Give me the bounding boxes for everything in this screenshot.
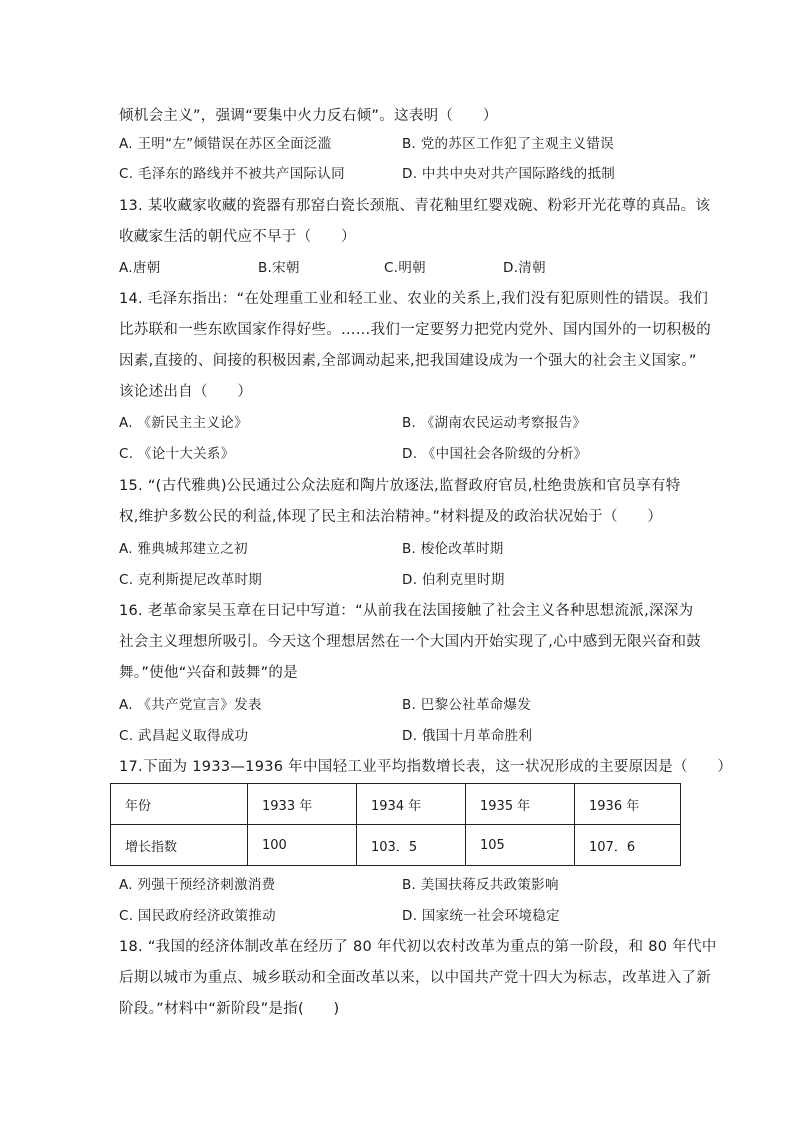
q16-option-b: B. 巴黎公社革命爆发: [402, 697, 532, 713]
q13-option-c: C.明朝: [384, 260, 426, 276]
q16-stem-line3: 舞。”使他“兴奋和鼓舞”的是: [119, 665, 298, 681]
q14-stem-line4: 该论述出自（ ）: [119, 384, 253, 400]
q15-stem-line1: 15. “(古代雅典)公民通过公众法庭和陶片放逐法,监督政府官员,杜绝贵族和官员享有特: [119, 478, 681, 494]
q16-option-d: D. 俄国十月革命胜利: [402, 728, 533, 744]
q17-option-c: C. 国民政府经济政策推动: [119, 908, 276, 924]
q17-option-d: D. 国家统一社会环境稳定: [402, 908, 560, 924]
q12-option-a: A. 王明“左”倾错误在苏区全面泛滥: [119, 136, 332, 152]
table-cell: 1935 年: [466, 784, 575, 825]
index-table: [110, 783, 681, 866]
q13-option-b: B.宋朝: [258, 260, 300, 276]
table-cell: 增长指数: [111, 825, 248, 866]
table-header-row: [111, 784, 681, 825]
q16-stem-line1: 16. 老革命家吴玉章在日记中写道：“从前我在法国接触了社会主义各种思想流派,深深为: [119, 603, 694, 619]
table-cell: 100: [248, 825, 357, 866]
q18-stem-line1: 18. “我国的经济体制改革在经历了 80 年代初以农村改革为重点的第一阶段，和 80 年代中: [119, 939, 717, 955]
q15-option-d: D. 伯利克里时期: [402, 572, 505, 588]
q13-stem-line2: 收藏家生活的朝代应不早于（ ）: [119, 229, 356, 245]
q14-option-a: A. 《新民主主义论》: [119, 415, 248, 431]
q14-option-b: B. 《湖南农民运动考察报告》: [402, 415, 587, 431]
table-row: [111, 825, 681, 866]
table-cell: 1933 年: [248, 784, 357, 825]
q14-stem-line1: 14. 毛泽东指出：“在处理重工业和轻工业、农业的关系上,我们没有犯原则性的错误。我们: [119, 291, 709, 307]
q18-stem-line2: 后期以城市为重点、城乡联动和全面改革以来，以中国共产党十四大为标志，改革进入了新: [119, 970, 711, 986]
q16-option-c: C. 武昌起义取得成功: [119, 728, 249, 744]
q17-option-a: A. 列强干预经济刺激消费: [119, 877, 276, 893]
q14-option-d: D. 《中国社会各阶级的分析》: [402, 446, 588, 462]
q15-option-a: A. 雅典城邦建立之初: [119, 541, 248, 557]
q14-stem-line2: 比苏联和一些东欧国家作得好些。……我们一定要努力把党内党外、国内国外的一切积极的: [119, 322, 711, 338]
table-cell: 107．6: [575, 825, 681, 866]
q12-stem-tail: 倾机会主义”，强调“要集中火力反右倾”。这表明（ ）: [119, 108, 498, 124]
q13-stem-line1: 13. 某收藏家收藏的瓷器有那窑白瓷长颈瓶、青花釉里红婴戏碗、粉彩开光花尊的真品。该: [119, 198, 711, 214]
q12-option-c: C. 毛泽东的路线并不被共产国际认同: [119, 166, 345, 182]
q16-stem-line2: 社会主义理想所吸引。今天这个理想居然在一个大国内开始实现了,心中感到无限兴奋和鼓: [119, 634, 702, 650]
q13-option-a: A.唐朝: [119, 260, 161, 276]
q12-option-d: D. 中共中央对共产国际路线的抵制: [402, 166, 616, 182]
q15-option-c: C. 克利斯提尼改革时期: [119, 572, 263, 588]
q16-option-a: A. 《共产党宣言》发表: [119, 697, 262, 713]
q15-stem-line2: 权,维护多数公民的利益,体现了民主和法治精神。”材料提及的政治状况始于（ ）: [119, 509, 663, 525]
q12-option-b: B. 党的苏区工作犯了主观主义错误: [402, 136, 614, 152]
q17-option-b: B. 美国扶蒋反共政策影响: [402, 877, 559, 893]
table-cell: 年份: [111, 784, 248, 825]
q14-option-c: C. 《论十大关系》: [119, 446, 235, 462]
q15-option-b: B. 梭伦改革时期: [402, 541, 504, 557]
q18-stem-line3: 阶段。”材料中“新阶段”是指( ): [119, 1001, 340, 1017]
table-cell: 105: [466, 825, 575, 866]
q17-stem: 17.下面为 1933—1936 年中国轻工业平均指数增长表，这一状况形成的主要原因是（ ）: [119, 759, 733, 775]
table-cell: 1934 年: [357, 784, 466, 825]
table-cell: 103．5: [357, 825, 466, 866]
q14-stem-line3: 因素,直接的、间接的积极因素,全部调动起来,把我国建设成为一个强大的社会主义国家。”: [119, 353, 697, 369]
table-cell: 1936 年: [575, 784, 681, 825]
q13-option-d: D.清朝: [503, 260, 546, 276]
